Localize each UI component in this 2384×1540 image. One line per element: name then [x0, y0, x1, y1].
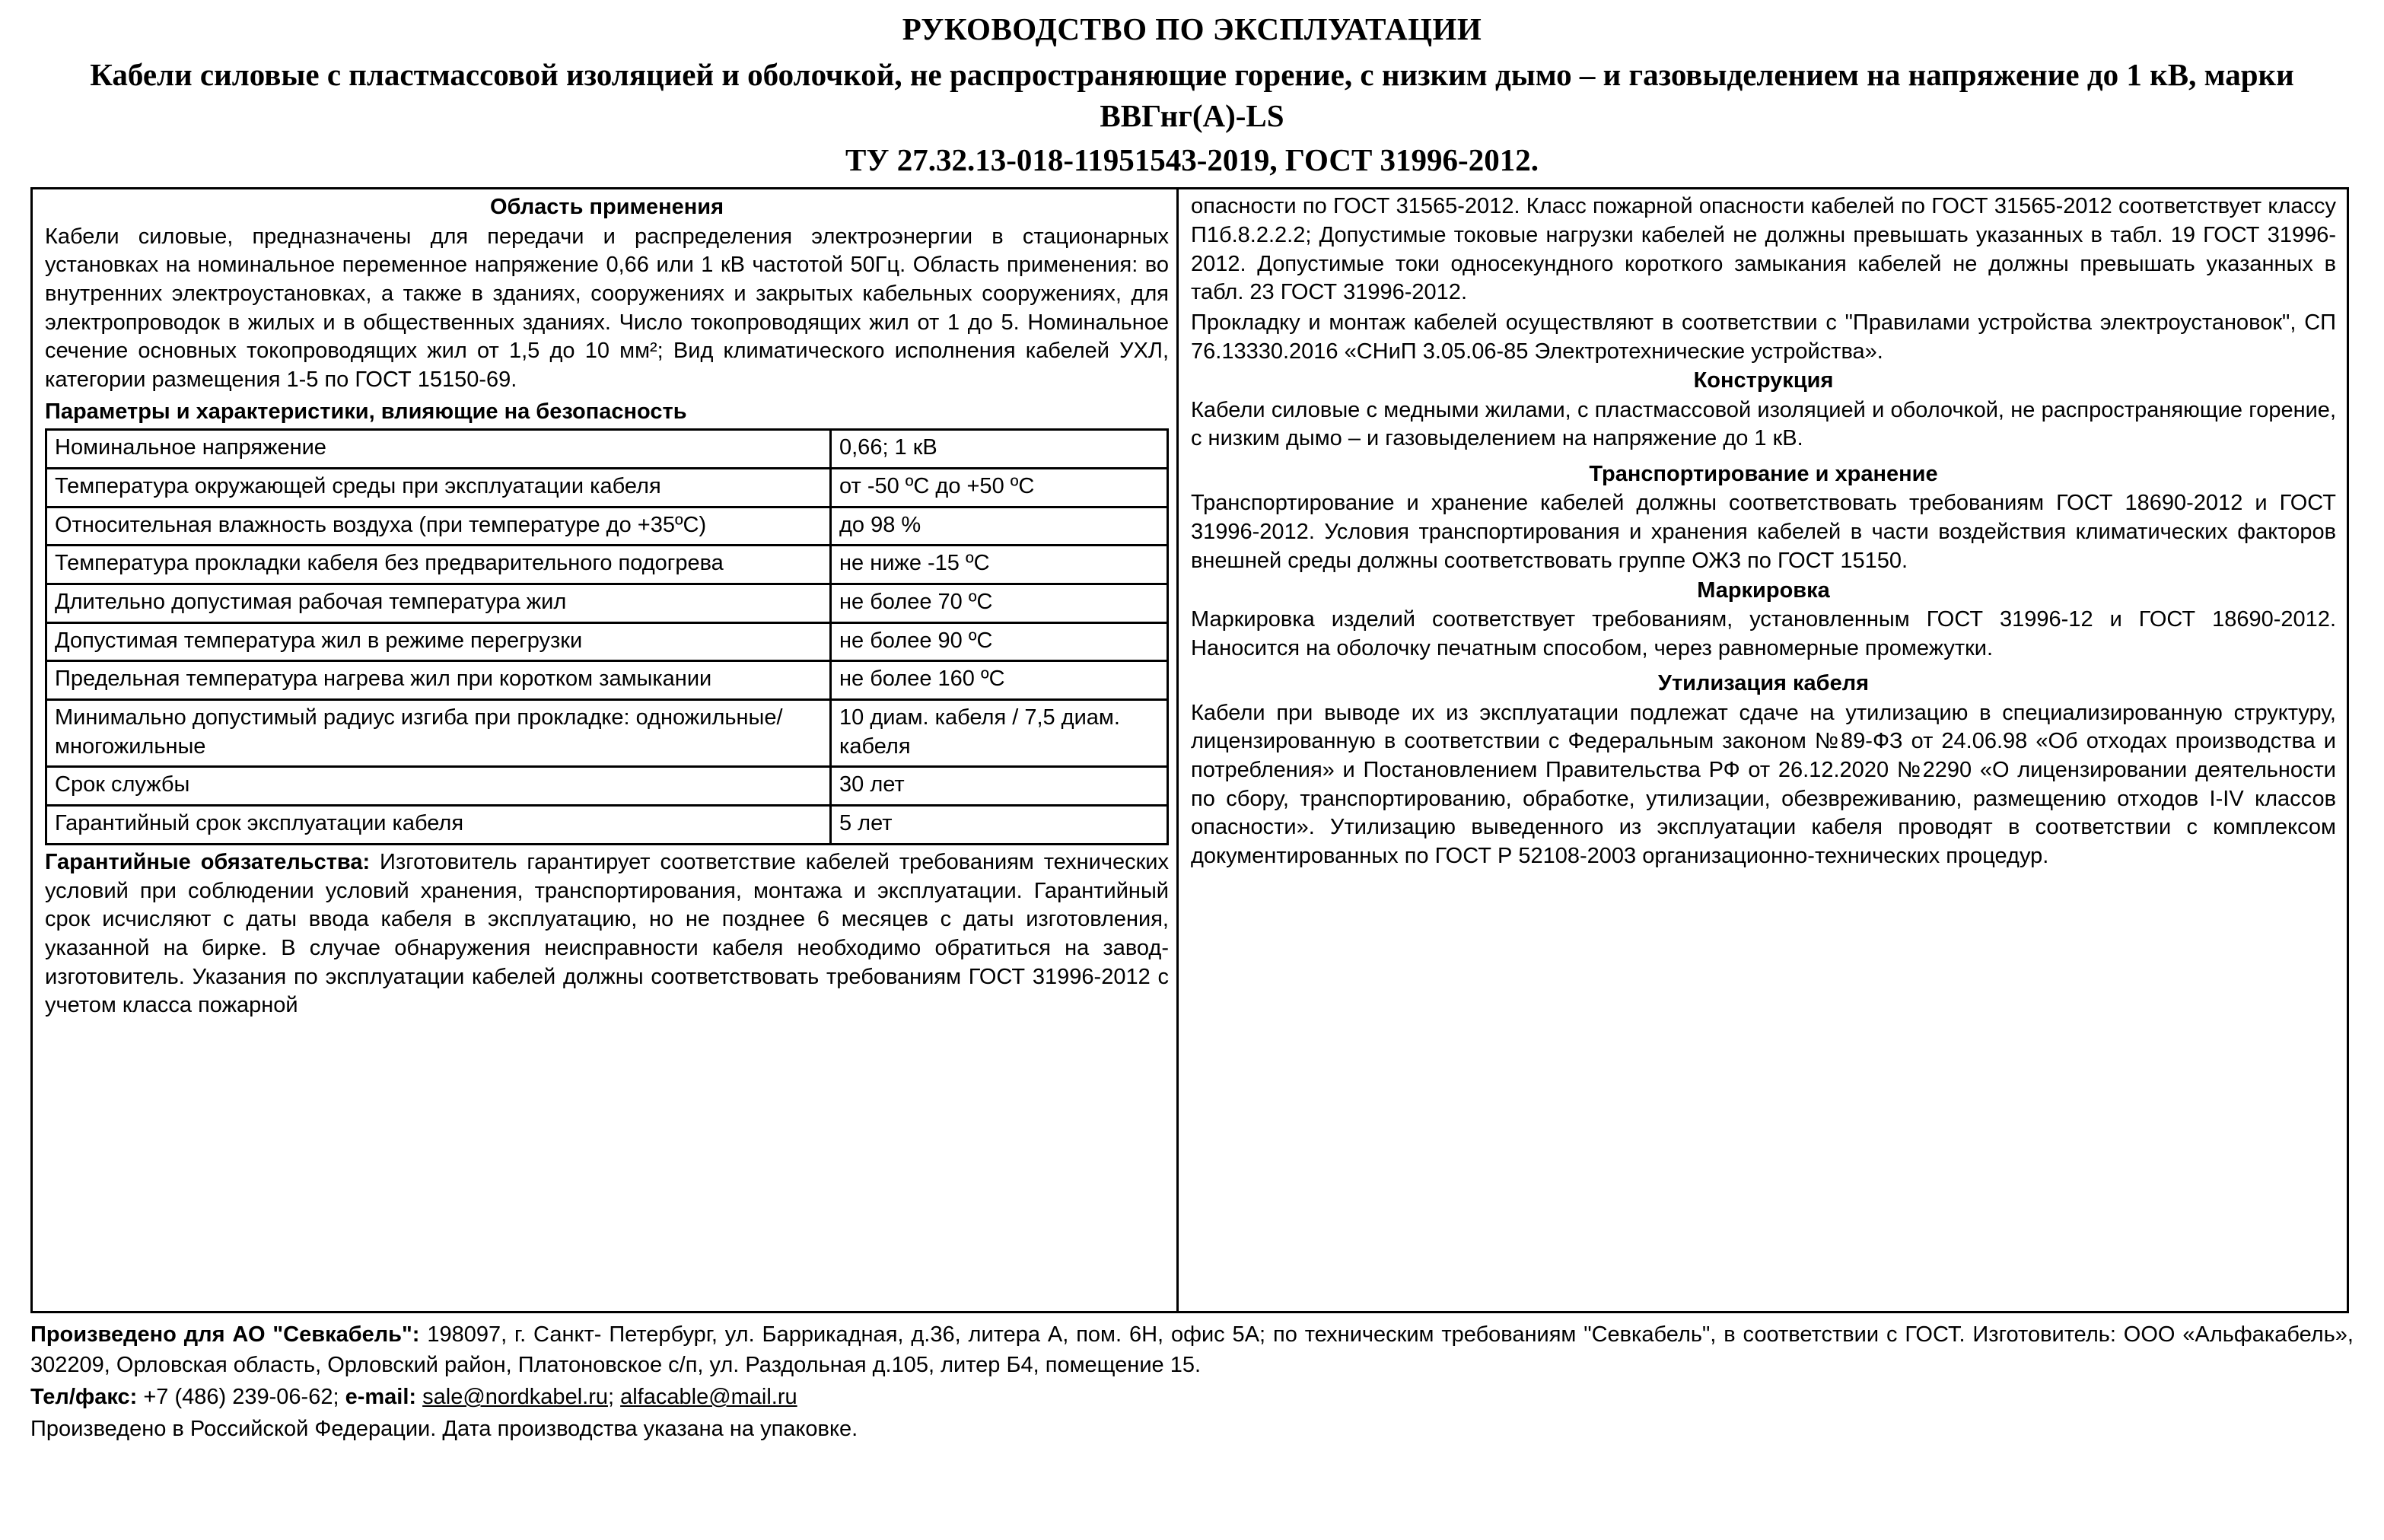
- email-separator: ;: [607, 1385, 621, 1410]
- param-value: не более 70 ºC: [831, 584, 1168, 623]
- param-value: до 98 %: [831, 507, 1168, 546]
- table-row: [46, 507, 1168, 546]
- parameters-heading: Параметры и характеристики, влияющие на безопасность: [45, 399, 687, 424]
- param-name: Предельная температура нагрева жил при коротком замыкании: [46, 661, 831, 700]
- table-row: [46, 661, 1168, 700]
- right-column: [1179, 189, 2347, 1311]
- warranty-paragraph: [45, 848, 1169, 1020]
- document-footer: [30, 1319, 2354, 1444]
- param-name: Длительно допустимая рабочая температура жил: [46, 584, 831, 623]
- produced-for-label: Произведено для АО "Севкабель":: [30, 1322, 420, 1348]
- marking-text: Маркировка изделий соответствует требованиям, установленным ГОСТ 31996-12 и ГОСТ 18690-2012. Наносится на оболочку печатным способом, через равномерные промежутки.: [1191, 606, 2336, 660]
- table-row: [46, 546, 1168, 584]
- email-link-sale[interactable]: sale@nordkabel.ru: [422, 1385, 608, 1410]
- transport-text: Транспортирование и хранение кабелей должны соответствовать требованиям ГОСТ 18690-2012 и ГОСТ 31996-2012. Условия транспортирования и хранения кабелей в части воздействия климатических факторов внешней среды должны соответствовать группе ОЖ3 по ГОСТ 15150.: [1191, 491, 2336, 573]
- standard-reference: ТУ 27.32.13-018-11951543-2019, ГОСТ 31996-2012.: [845, 142, 1539, 177]
- param-value: не более 160 ºC: [831, 661, 1168, 700]
- installation-text: Прокладку и монтаж кабелей осуществляют в соответствии с "Правилами устройства электроустановок", СП 76.13330.2016 «СНиП 3.05.06-85 Электротехнические устройства».: [1191, 310, 2336, 364]
- param-value: не ниже -15 ºC: [831, 546, 1168, 584]
- construction-text: Кабели силовые с медными жилами, с пластмассовой изоляцией и оболочкой, не распространяющие горение, с низким дымо – и газовыделением на напряжение до 1 кВ.: [1191, 397, 2336, 451]
- param-name: Номинальное напряжение: [46, 430, 831, 469]
- fire-safety-text: опасности по ГОСТ 31565-2012. Класс пожарной опасности кабелей по ГОСТ 31565-2012 соответствует классу П1б.8.2.2.2; Допустимые токовые нагрузки кабелей не должны превышать указанных в табл. 19 ГОСТ 31996-2012. Допустимые токи односекундного короткого замыкания кабелей не должны превышать указанных в табл. 23 ГОСТ 31996-2012.: [1191, 194, 2336, 305]
- table-row: [46, 767, 1168, 806]
- param-value: 5 лет: [831, 806, 1168, 845]
- product-subtitle: Кабели силовые с пластмассовой изоляцией и оболочкой, не распространяющие горение, с низким дымо – и газовыделением на напряжение до 1 кВ, марки ВВГнг(А)-LS: [90, 57, 2294, 133]
- phone-value: +7 (486) 239-06-62;: [137, 1385, 345, 1410]
- produced-for-text: 198097, г. Санкт- Петербург, ул. Баррикадная, д.36, литера А, пом. 6Н, офис 5А; по техническим требованиям "Севкабель", в соответствии с ГОСТ. Изготовитель: ООО «Альфакабель», 302209, Орловская область, Орловский район, Платоновское с/п, ул. Раздольная д.105, литер Б4, помещение 15.: [30, 1322, 2354, 1378]
- document-header: [0, 0, 2384, 180]
- table-row: [46, 700, 1168, 767]
- disposal-text: Кабели при выводе их из эксплуатации подлежат сдаче на утилизацию в специализированную структуру, лицензированную в соответствии с Федеральным законом №89-ФЗ от 24.06.98 «Об отходах производства и потребления» и Постановлением Правительства РФ от 26.12.2020 №2290 «О лицензировании деятельности по сбору, транспортированию, обработке, утилизации, обезвреживанию, размещению отходов I-IV классов опасности». Утилизацию выведенного из эксплуатации кабеля проводят в соответствии с комплексом документированных по ГОСТ Р 52108-2003 организационно-технических процедур.: [1191, 700, 2336, 869]
- content-box: [30, 187, 2349, 1313]
- param-name: Срок службы: [46, 767, 831, 806]
- param-value: не более 90 ºC: [831, 622, 1168, 661]
- phone-label: Тел/факс:: [30, 1385, 138, 1410]
- table-row: [46, 622, 1168, 661]
- param-name: Температура прокладки кабеля без предварительного подогрева: [46, 546, 831, 584]
- parameters-table-body: [46, 430, 1168, 845]
- param-value: 10 диам. кабеля / 7,5 диам. кабеля: [831, 700, 1168, 767]
- table-row: [46, 806, 1168, 845]
- page-title: РУКОВОДСТВО ПО ЭКСПЛУАТАЦИИ: [902, 11, 1482, 46]
- warranty-label: Гарантийные обязательства:: [45, 849, 371, 874]
- disposal-heading: Утилизация кабеля: [1657, 671, 1870, 696]
- email-label: e-mail:: [345, 1385, 417, 1410]
- scope-text: Кабели силовые, предназначены для передачи и распределения электроэнергии в стационарных установках на номинальное переменное напряжение 0,66 или 1 кВ частотой 50Гц. Область применения: во внутренних электроустановках, а также в зданиях, сооружениях и закрытых кабельных сооружениях, для электропроводок в жилых и в общественных зданиях. Число токопроводящих жил от 1 до 5. Номинальное сечение основных токопроводящих жил от 1,5 до 10 мм²; Вид климатического исполнения кабелей УХЛ, категории размещения 1-5 по ГОСТ 15150-69.: [45, 224, 1169, 393]
- param-name: Относительная влажность воздуха (при температуре до +35ºC): [46, 507, 831, 546]
- table-row: [46, 430, 1168, 469]
- table-row: [46, 468, 1168, 507]
- scope-heading: Область применения: [489, 195, 724, 220]
- param-value: от -50 ºC до +50 ºC: [831, 468, 1168, 507]
- param-name: Допустимая температура жил в режиме перегрузки: [46, 622, 831, 661]
- warranty-text: Изготовитель гарантирует соответствие кабелей требованиям технических условий при соблюдении условий хранения, транспортирования, монтажа и эксплуатации. Гарантийный срок исчисляют с даты ввода кабеля в эксплуатацию, но не позднее 6 месяцев с даты изготовления, указанной на бирке. В случае обнаружения неисправности кабеля необходимо обратиться на завод-изготовитель. Указания по эксплуатации кабелей должны соответствовать требованиям ГОСТ 31996-2012 с учетом класса пожарной: [45, 849, 1170, 1018]
- construction-heading: Конструкция: [1693, 368, 1834, 393]
- email-link-alfacable[interactable]: alfacable@mail.ru: [620, 1385, 797, 1410]
- origin-line: Произведено в Российской Федерации. Дата производства указана на упаковке.: [30, 1417, 858, 1442]
- param-value: 0,66; 1 кВ: [831, 430, 1168, 469]
- table-row: [46, 584, 1168, 623]
- param-name: Минимально допустимый радиус изгиба при прокладке: одножильные/многожильные: [46, 700, 831, 767]
- marking-heading: Маркировка: [1697, 578, 1830, 603]
- param-name: Температура окружающей среды при эксплуатации кабеля: [46, 468, 831, 507]
- manufacturer-line: [30, 1319, 2354, 1380]
- transport-heading: Транспортирование и хранение: [1589, 462, 1938, 487]
- contact-line: [30, 1382, 2354, 1412]
- parameters-table: [45, 428, 1169, 845]
- param-name: Гарантийный срок эксплуатации кабеля: [46, 806, 831, 845]
- left-column: [33, 189, 1179, 1311]
- param-value: 30 лет: [831, 767, 1168, 806]
